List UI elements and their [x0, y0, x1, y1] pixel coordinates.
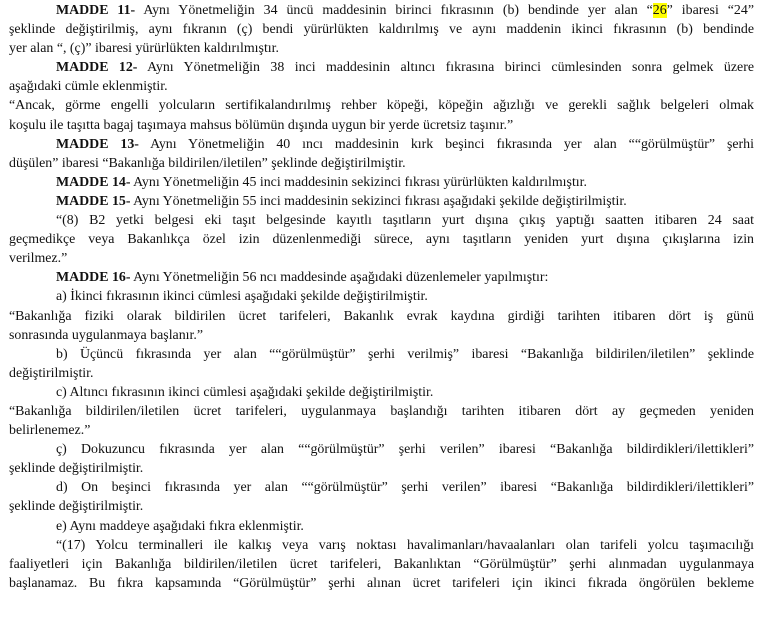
- article-heading-line: [9, 268, 754, 287]
- line-text: “(8) B2 yetki belgesi eki taşıt belgesinde kayıtlı taşıtların yurt dışına çıkış yaptığı saatten itibaren 24 saat: [56, 213, 754, 229]
- line-text: b) Üçüncü fıkrasında yer alan ““görülmüştür” şerhi verilmiş” ibaresi “Bakanlığa bildirilen/iletilen” şeklinde: [56, 346, 754, 362]
- line-text: düşülen” ibaresi “Bakanlığa bildirilen/iletilen” şeklinde değiştirilmiştir.: [9, 155, 406, 171]
- article-text: Aynı Yönetmeliğin 38 inci maddesinin altıncı fıkrasına birinci cümlesinden sonra gelmek üzere: [137, 60, 754, 76]
- text-line: [9, 96, 754, 115]
- text-line: [9, 249, 754, 268]
- line-text: sonrasında uygulanmaya başlanır.”: [9, 327, 204, 343]
- line-text: geçmedikçe veya Bakanlıkça özel izin düzenlenmediği sürece, aynı taşıtların yeniden yurt dışına çıkışlarına izin: [9, 232, 754, 248]
- line-text: verilmez.”: [9, 251, 68, 267]
- article-heading-line: [9, 58, 754, 77]
- line-text: c) Altıncı fıkrasının ikinci cümlesi aşağıdaki şekilde değiştirilmiştir.: [56, 384, 434, 400]
- line-text: şeklinde değiştirilmiştir.: [9, 461, 144, 477]
- article-number: MADDE 14-: [56, 174, 131, 190]
- article-text: Aynı Yönetmeliğin 34 üncü maddesinin birinci fıkrasının (b) bendinde yer alan “: [135, 3, 653, 18]
- article-number: MADDE 13-: [56, 136, 139, 152]
- text-line: [9, 116, 754, 135]
- text-line: [9, 497, 754, 516]
- text-line: [9, 211, 754, 230]
- text-line: [9, 421, 754, 440]
- line-text: a) İkinci fıkrasının ikinci cümlesi aşağıdaki şekilde değiştirilmiştir.: [56, 289, 428, 305]
- article-text: Aynı Yönetmeliğin 45 inci maddesinin sekizinci fıkrası yürürlükten kaldırılmıştır.: [130, 174, 587, 190]
- highlighted-text: 26: [652, 3, 667, 18]
- text-line: [9, 230, 754, 249]
- text-line: [9, 517, 754, 536]
- article-heading-line: [9, 135, 754, 154]
- line-text: d) On beşinci fıkrasında yer alan ““görülmüştür” şerhi verilen” ibaresi “Bakanlığa bildirdikleri/ilettikleri”: [56, 480, 754, 496]
- article-heading-line: [9, 192, 754, 211]
- article-number: MADDE 15-: [56, 193, 131, 209]
- line-text: “(17) Yolcu terminalleri ile kalkış veya varış noktası havalimanları/havaalanları olan tarifeli yolcu taşımacılığı: [56, 537, 754, 553]
- text-line: [9, 287, 754, 306]
- article-heading-line: [9, 1, 754, 20]
- article-heading-line: [9, 173, 754, 192]
- line-text: yer alan “, (ç)” ibaresi yürürlükten kaldırılmıştır.: [9, 41, 279, 57]
- line-text: şeklinde değiştirilmiştir.: [9, 499, 144, 515]
- article-text: Aynı Yönetmeliğin 56 ncı maddesinde aşağıdaki düzenlemeler yapılmıştır:: [130, 270, 549, 286]
- text-line: [9, 459, 754, 478]
- line-text: “Bakanlığa bildirilen/iletilen ücret tarifeleri, uygulanmaya başlandığı tarihten itibaren dört ay geçmeden yeniden: [9, 403, 754, 419]
- text-line: [9, 574, 754, 593]
- line-text: “Bakanlığa fiziki olarak bildirilen ücret tarifeleri, Bakanlık evrak kaydına girdiği tarihten itibaren dört iş günü: [9, 308, 754, 324]
- text-line: [9, 364, 754, 383]
- text-line: [9, 536, 754, 555]
- line-text: koşulu ile taşıtta bagaj taşımaya mahsus bölümün dışında uygun bir yerde ücretsiz taşınır.”: [9, 117, 514, 133]
- line-text: aşağıdaki cümle eklenmiştir.: [9, 79, 168, 95]
- line-text: belirlenemez.”: [9, 423, 91, 439]
- text-line: [9, 77, 754, 96]
- article-number: MADDE 16-: [56, 270, 131, 286]
- text-line: [9, 478, 754, 497]
- text-line: [9, 440, 754, 459]
- text-line: [9, 154, 754, 173]
- line-text: şeklinde değiştirilmiş, aynı fıkranın (ç) bendi yürürlükten kaldırılmış ve aynı maddenin ikinci fıkrasının (b) bendinde: [9, 22, 754, 38]
- line-text: başlanamaz. Bu fıkra kapsamında “Görülmüştür” şerhi alınan ücret tarifeleri için ikinci fıkrada öngörülen bekleme: [9, 575, 754, 591]
- line-text: faaliyetleri için Bakanlığa bildirilen/iletilen ücret tarifeleri, Bakanlıktan “Görülmüştür” şerhi alınmadan uygulanmaya: [9, 556, 754, 572]
- text-line: [9, 20, 754, 39]
- line-text: ç) Dokuzuncu fıkrasında yer alan ““görülmüştür” şerhi verilen” ibaresi “Bakanlığa bildirdikleri/ilettikleri”: [56, 442, 754, 458]
- regulation-document: [0, 1, 768, 625]
- article-text: ” ibaresi “24”: [666, 3, 754, 18]
- article-text: Aynı Yönetmeliğin 40 ıncı maddesinin kırk beşinci fıkrasında yer alan ““görülmüştür” şerhi: [138, 136, 754, 152]
- text-line: [9, 383, 754, 402]
- line-text: e) Aynı maddeye aşağıdaki fıkra eklenmiştir.: [56, 518, 304, 534]
- article-number: MADDE 12-: [56, 60, 138, 76]
- line-text: “Ancak, görme engelli yolcuların sertifikalandırılmış rehber köpeği, köpeğin ağızlığı ve gerekli sağlık belgeleri olmak: [9, 98, 754, 114]
- line-text: değiştirilmiştir.: [9, 365, 94, 381]
- text-line: [9, 402, 754, 421]
- text-line: [9, 345, 754, 364]
- text-line: [9, 555, 754, 574]
- text-line: [9, 307, 754, 326]
- article-number: MADDE 11-: [56, 3, 136, 18]
- article-text: Aynı Yönetmeliğin 55 inci maddesinin sekizinci fıkrası aşağıdaki şekilde değiştirilmiştir.: [130, 193, 627, 209]
- text-line: [9, 39, 754, 58]
- text-line: [9, 326, 754, 345]
